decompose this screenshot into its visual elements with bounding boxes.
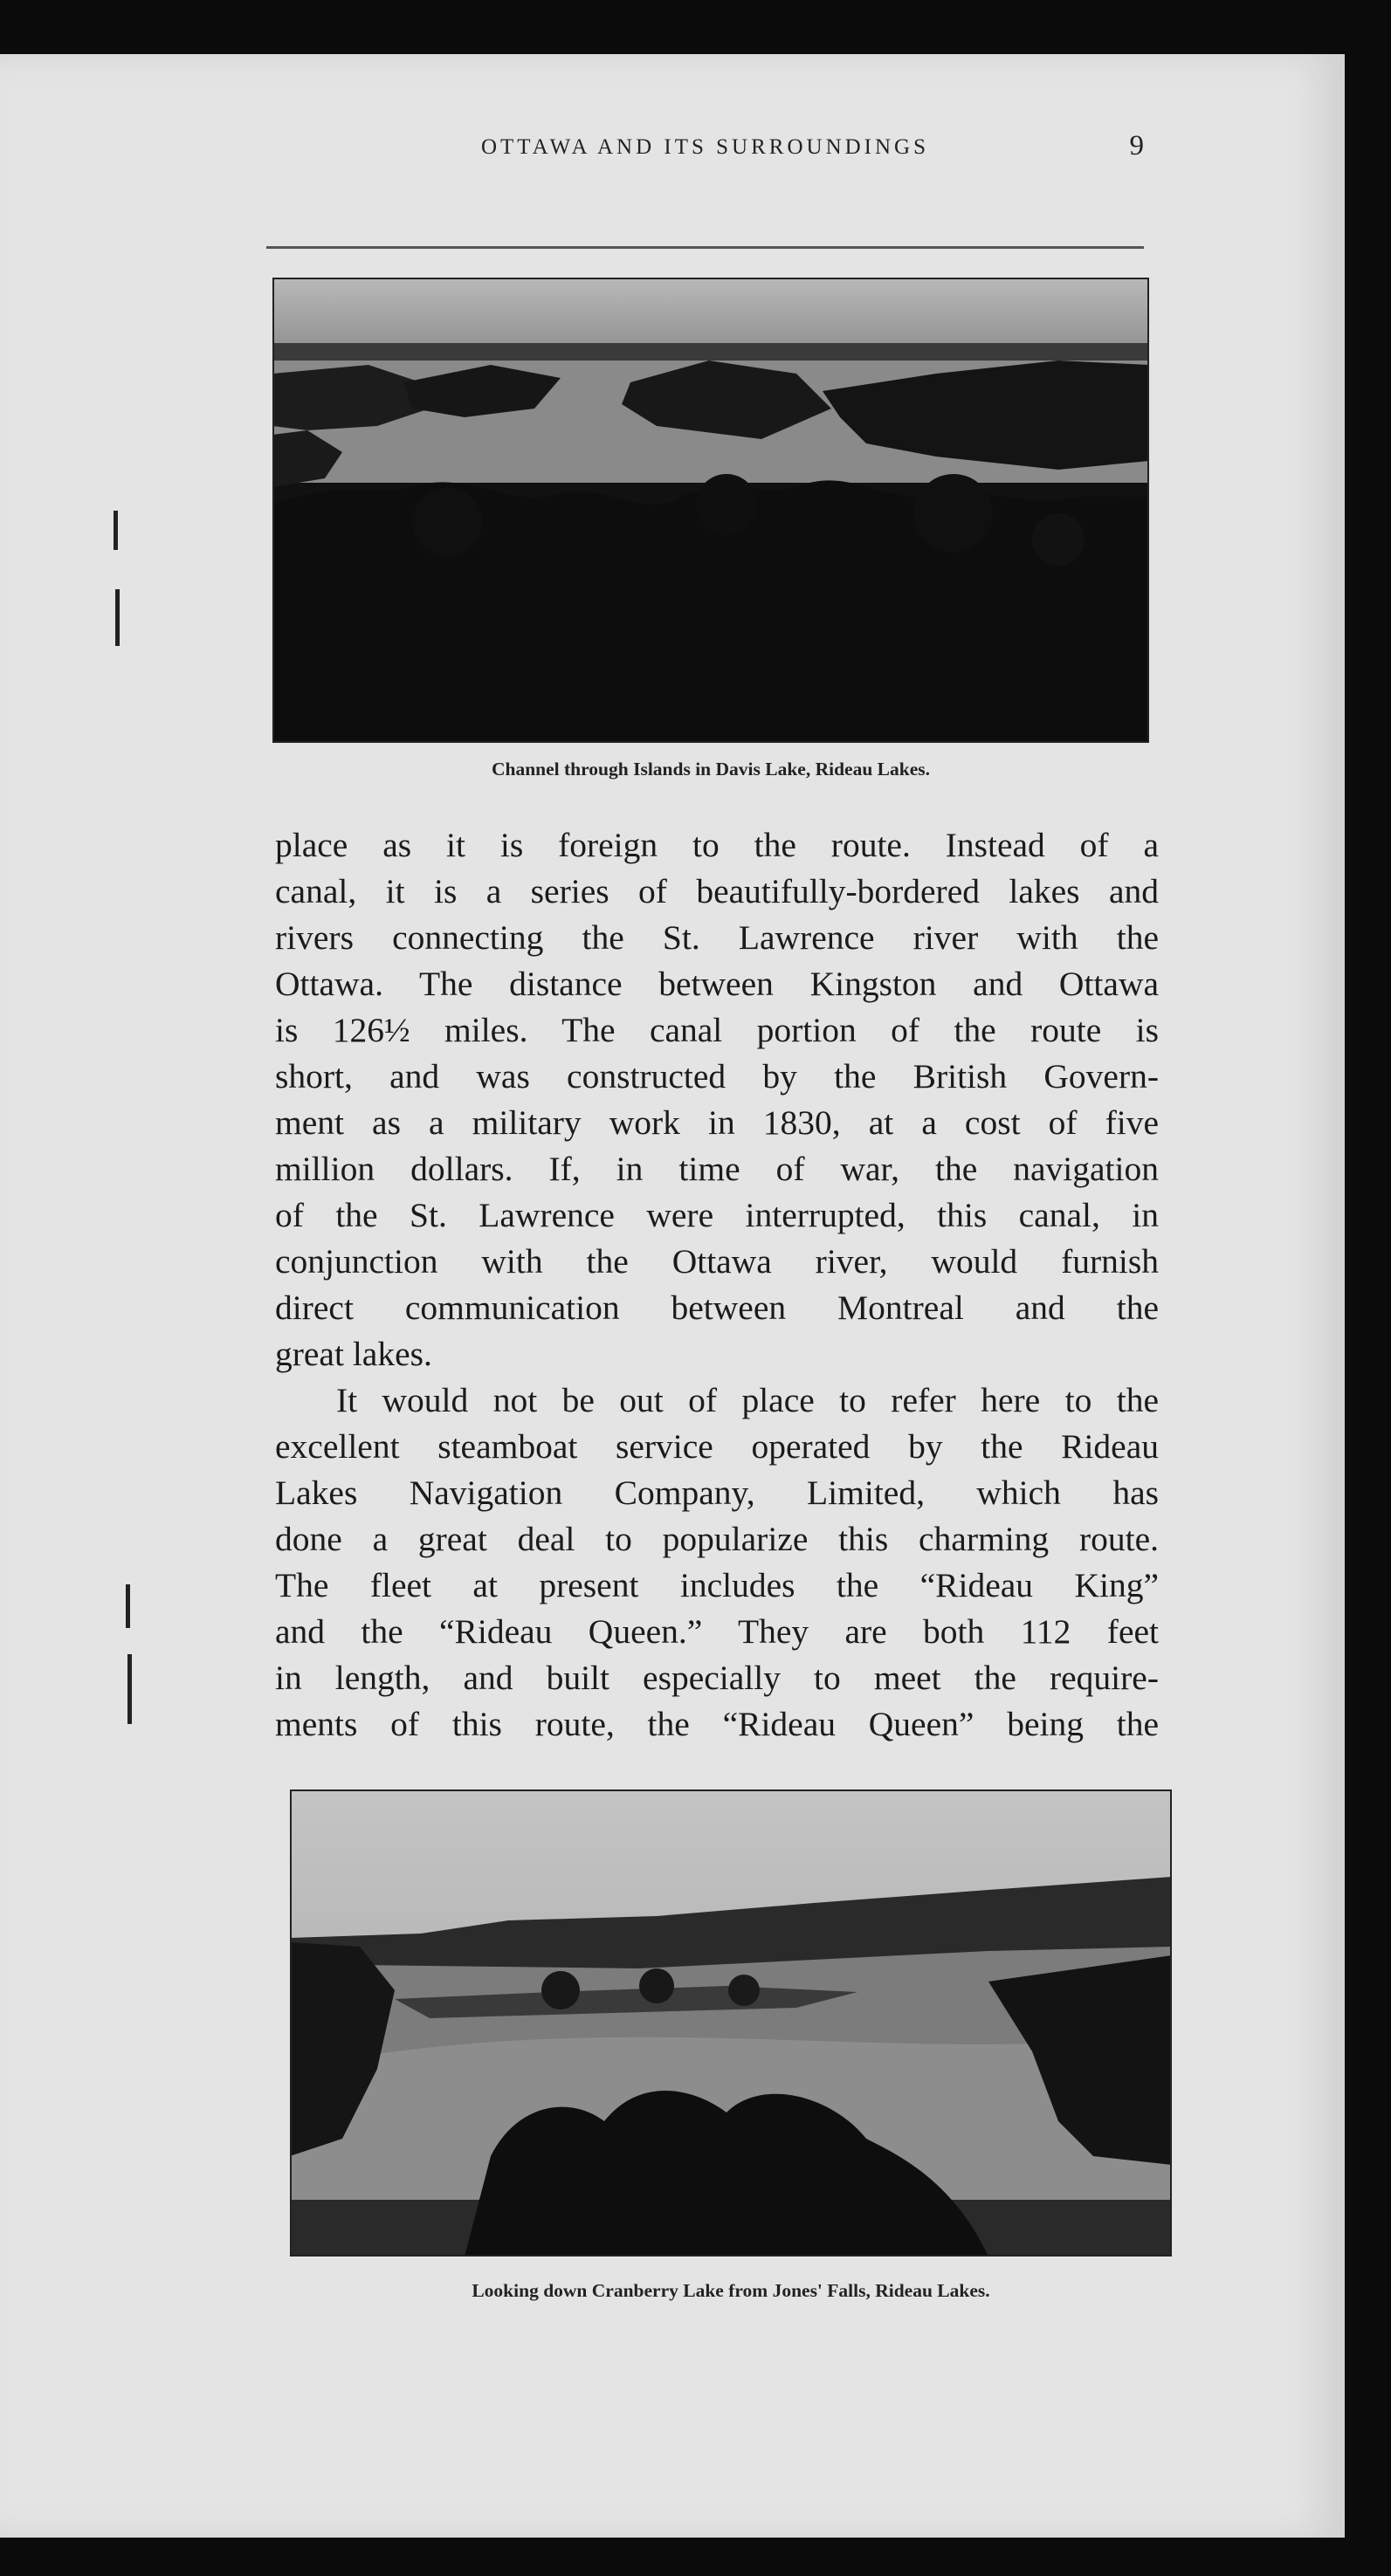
text-line: million dollars. If, in time of war, the navigation	[275, 1150, 1159, 1188]
figure-caption-1: Channel through Islands in Davis Lake, Rideau Lakes.	[491, 759, 931, 780]
text-line: in length, and built especially to meet the require-	[275, 1659, 1159, 1697]
text-line: Ottawa. The distance between Kingston and Ottawa	[275, 965, 1159, 1003]
text-line: conjunction with the Ottawa river, would furnish	[275, 1242, 1159, 1281]
text-line: canal, it is a series of beautifully-bordered lakes and	[275, 872, 1159, 910]
text-line: The fleet at present includes the “Rideau King”	[275, 1566, 1159, 1604]
running-title: OTTAWA AND ITS SURROUNDINGS	[480, 135, 930, 159]
header-rule	[266, 246, 1144, 249]
text-line: It would not be out of place to refer here to the	[336, 1381, 1159, 1419]
figure-caption-2: Looking down Cranberry Lake from Jones' Falls, Rideau Lakes.	[472, 2280, 990, 2301]
text-line: done a great deal to popularize this charming route.	[275, 1520, 1159, 1558]
scan-artifact	[115, 589, 120, 646]
text-line: of the St. Lawrence were interrupted, this canal, in	[275, 1196, 1159, 1234]
text-line: excellent steamboat service operated by the Rideau	[275, 1427, 1159, 1466]
cranberry-lake-photo	[290, 1789, 1172, 2257]
paragraph-1	[275, 822, 1159, 1377]
scan-artifact	[127, 1654, 132, 1724]
text-line: place as it is foreign to the route. Instead of a	[275, 826, 1159, 864]
scan-artifact	[126, 1584, 130, 1628]
paragraph-2	[275, 1377, 1159, 1748]
running-head	[266, 130, 1144, 170]
scan-artifact	[114, 511, 118, 550]
text-line: direct communication between Montreal and the	[275, 1288, 1159, 1327]
text-line: great lakes.	[275, 1335, 432, 1373]
text-line: ments of this route, the “Rideau Queen” being the	[275, 1705, 1159, 1743]
text-line: Lakes Navigation Company, Limited, which has	[275, 1473, 1159, 1512]
text-line: ment as a military work in 1830, at a cost of five	[275, 1103, 1159, 1142]
text-line: short, and was constructed by the British Govern-	[275, 1057, 1159, 1096]
text-line: rivers connecting the St. Lawrence river with the	[275, 918, 1159, 957]
text-line: and the “Rideau Queen.” They are both 112 feet	[275, 1612, 1159, 1651]
davis-lake-photo	[272, 278, 1149, 743]
page-number: 9	[1129, 130, 1144, 161]
text-line: is 126½ miles. The canal portion of the route is	[275, 1011, 1159, 1049]
